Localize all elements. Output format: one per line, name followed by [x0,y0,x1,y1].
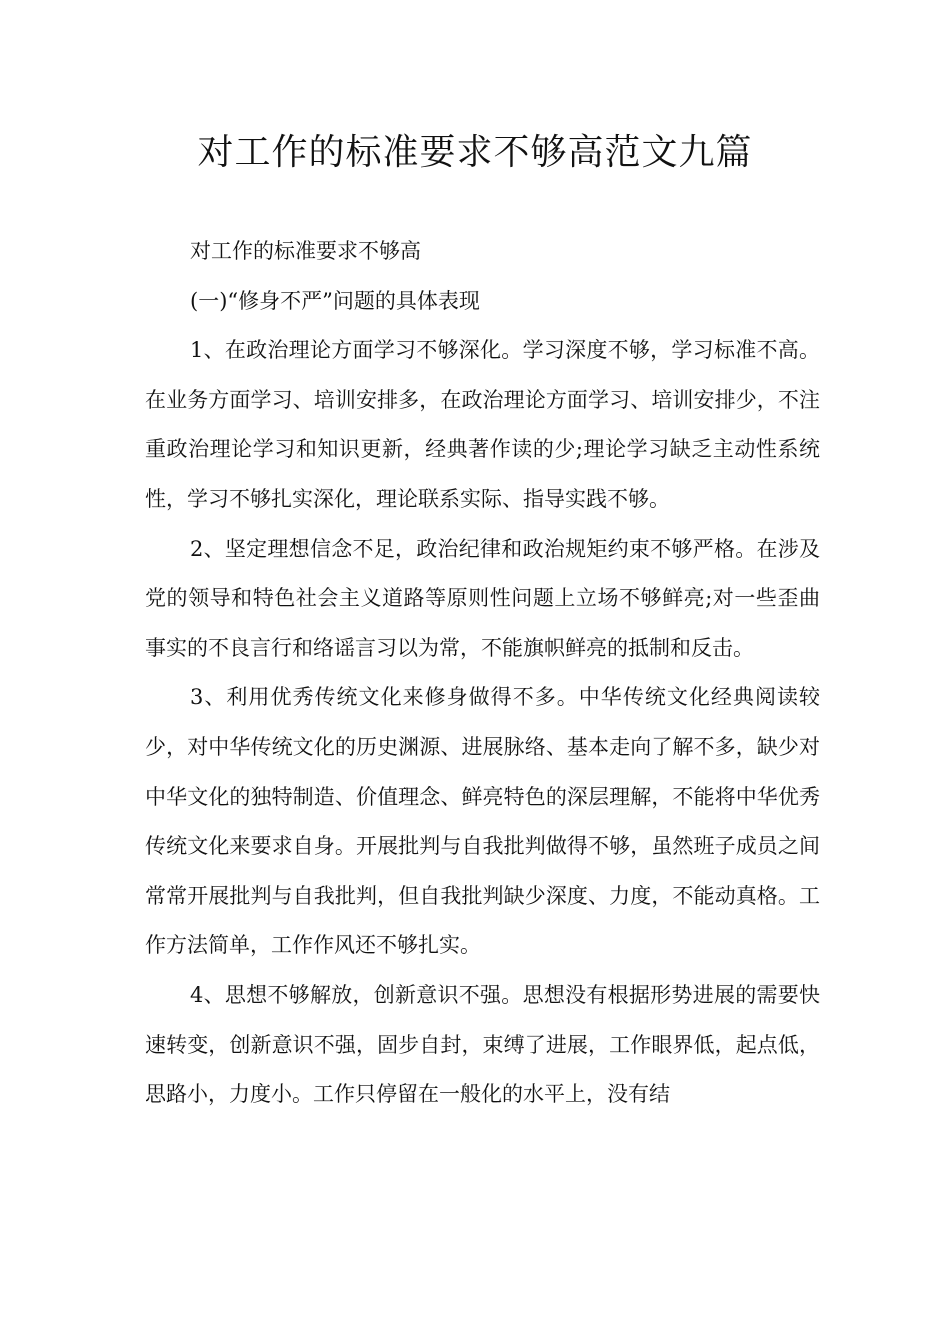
paragraph-1: 1、在政治理论方面学习不够深化。学习深度不够，学习标准不高。在业务方面学习、培训安排多，在政治理论方面学习、培训安排少，不注重政治理论学习和知识更新，经典著作读的少;理论学习缺乏主动性系统性，学习不够扎实深化，理论联系实际、指导实践不够。 [145,338,820,511]
section-heading: 对工作的标准要求不够高 [190,239,421,263]
document-title: 对工作的标准要求不够高范文九篇 [197,132,753,173]
subsection-heading: (一)“修身不严”问题的具体表现 [190,288,480,313]
paragraph-4: 4、思想不够解放，创新意识不强。思想没有根据形势进展的需要快速转变，创新意识不强，固步自封，束缚了进展，工作眼界低，起点低，思路小，力度小。工作只停留在一般化的水平上，没有结 [145,982,820,1107]
paragraph-3: 3、利用优秀传统文化来修身做得不多。中华传统文化经典阅读较少，对中华传统文化的历史渊源、进展脉络、基本走向了解不多，缺少对中华文化的独特制造、价值理念、鲜亮特色的深层理解，不能将中华优秀传统文化来要求自身。开展批判与自我批判做得不够，虽然班子成员之间常常开展批判与自我批判，但自我批判缺少深度、力度，不能动真格。工作方法简单，工作作风还不够扎实。 [145,685,820,958]
document-body [145,227,820,1120]
paragraph-2: 2、坚定理想信念不足，政治纪律和政治规矩约束不够严格。在涉及党的领导和特色社会主义道路等原则性问题上立场不够鲜亮;对一些歪曲事实的不良言行和络谣言习以为常，不能旗帜鲜亮的抵制和反击。 [145,536,820,660]
